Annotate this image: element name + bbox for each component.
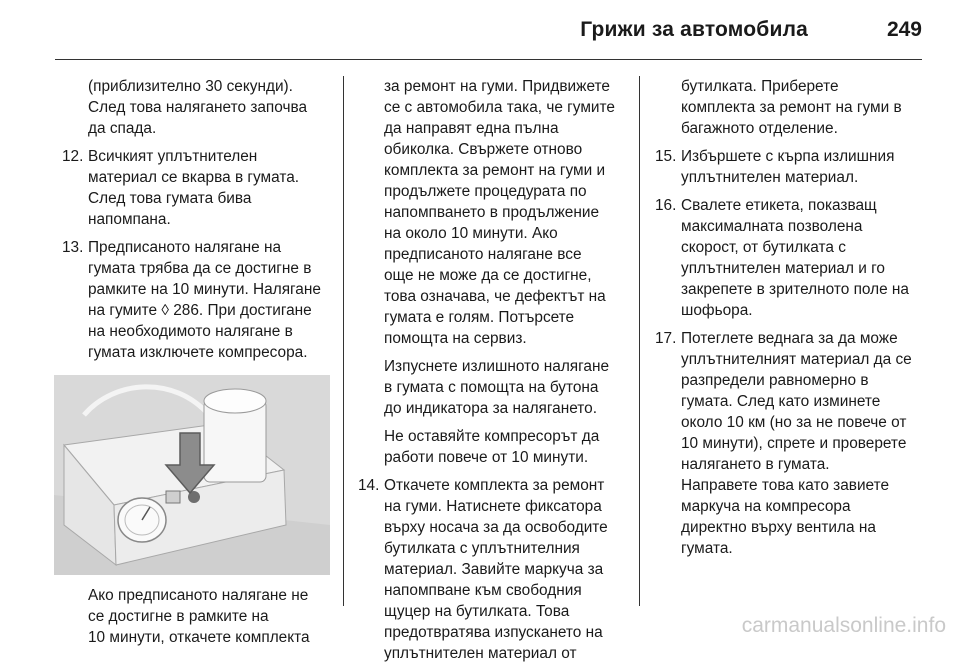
continued-text: (приблизително 30 секунди). След това налягането започва да спада. bbox=[88, 78, 308, 137]
figure-caption: Ако предписаното налягане не се достигне в рамките на 10 минути, откачете комплекта bbox=[88, 587, 310, 646]
list-item bbox=[358, 475, 635, 664]
column-3 bbox=[655, 76, 935, 566]
list-item bbox=[655, 195, 935, 321]
list-item bbox=[655, 328, 935, 559]
column-2 bbox=[358, 76, 635, 671]
column-divider bbox=[343, 76, 344, 606]
item-text: Откачете комплекта за ремонт на гуми. Натиснете фиксатора върху носача за да освободите бутилката с уплътнителния материал. Завийте маркуча за напомпване към свободния щуцер на бутилката. Това предотвратява изпускането на уплътнителен материал от bbox=[384, 477, 608, 662]
item-number: 12. bbox=[62, 148, 84, 165]
list-item bbox=[62, 146, 337, 230]
item-number: 16. bbox=[655, 197, 677, 214]
watermark: carmanualsonline.info bbox=[741, 614, 946, 637]
item-number: 15. bbox=[655, 148, 677, 165]
list-item bbox=[62, 237, 337, 363]
item-number: 13. bbox=[62, 239, 84, 256]
header-rule bbox=[55, 59, 922, 60]
page-number: 249 bbox=[886, 18, 922, 41]
item-number: 17. bbox=[655, 330, 677, 347]
column-1 bbox=[62, 76, 337, 655]
item-number: 14. bbox=[358, 477, 380, 494]
item-text: Всичкият уплътнителен материал се вкарва в гумата. След това гумата бива напомпана. bbox=[88, 148, 300, 228]
list-item bbox=[655, 146, 935, 188]
paragraph: за ремонт на гуми. Придвижете се с автомобила така, че гумите да направят една пълна обиколка. Свържете отново комплекта за ремонт на гуми и продължете процедурата по напомпването в продължение на около 10 минути. Ако предписаното налягане все още не може да се достигне, това означава, че дефектът на гумата е голям. Потърсете помощта на сервиз. bbox=[384, 78, 615, 347]
paragraph: Не оставяйте компресорът да работи повече от 10 минути. bbox=[384, 428, 600, 466]
compressor-illustration bbox=[54, 375, 330, 575]
continued-text: бутилката. Приберете комплекта за ремонт на гуми в багажното отделение. bbox=[681, 78, 902, 137]
item-text: Потеглете веднага за да може уплътнителният материал да се разпредели равномерно в гумата. След като изминете около 10 км (но за не повече от 10 минути), спрете и проверете налягането в гумата. Направете това като завиете маркуча на компресора директно върху вентила на гумата. bbox=[681, 330, 912, 557]
paragraph: Изпуснете излишното налягане в гумата с помощта на бутона до индикатора за налягането. bbox=[384, 358, 610, 417]
column-divider bbox=[639, 76, 640, 606]
item-text: Свалете етикета, показващ максималната позволена скорост, от бутилката с уплътнителен материал и го закрепете в зрителното поле на шофьора. bbox=[681, 197, 909, 319]
item-text: Предписаното налягане на гумата трябва да се достигне в рамките на 10 минути. Налягане на гумите ◊ 286. При достигане на необходимото налягане в гумата изключете компресора. bbox=[88, 239, 321, 361]
item-text: Избършете с кърпа излишния уплътнителен материал. bbox=[681, 148, 895, 186]
page-title: Грижи за автомобила bbox=[580, 18, 808, 41]
